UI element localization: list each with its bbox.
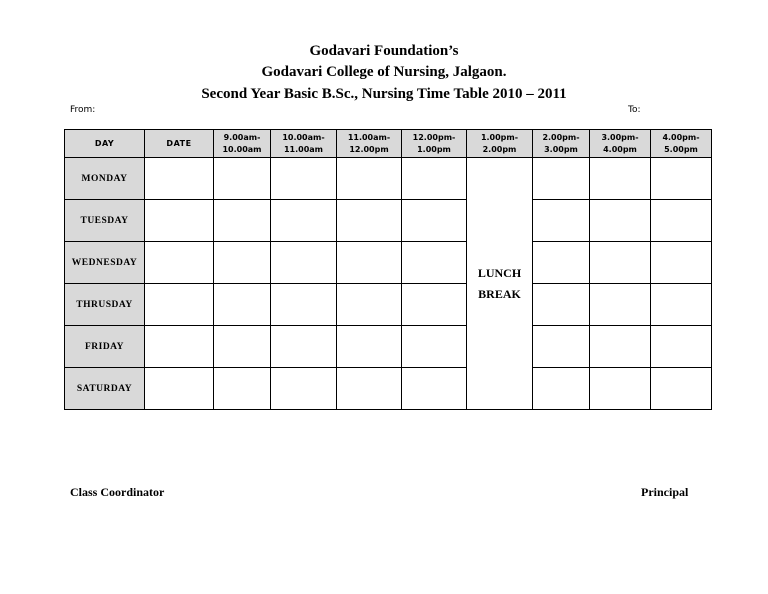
slot-cell (533, 284, 590, 326)
slot-header (651, 130, 712, 158)
slot-cell (271, 200, 337, 242)
foundation-name: Godavari Foundation’s (309, 43, 459, 59)
date-cell (145, 158, 214, 200)
principal-signature: Principal (641, 485, 689, 499)
table-row (65, 200, 712, 242)
slot-cell (271, 368, 337, 410)
slot-header (467, 130, 533, 158)
slot-cell (533, 368, 590, 410)
header-row (65, 130, 712, 158)
day-cell: TUESDAY (65, 200, 145, 242)
slot-cell (533, 158, 590, 200)
day-cell: FRIDAY (65, 326, 145, 368)
slot-cell (337, 326, 402, 368)
slot-cell (590, 158, 651, 200)
timetable (64, 129, 712, 410)
slot-header (533, 130, 590, 158)
slot-cell (337, 242, 402, 284)
date-column-header: DATE (145, 130, 214, 158)
slot-cell (271, 242, 337, 284)
slot-cell (590, 368, 651, 410)
slot-header (214, 130, 271, 158)
slot-cell (214, 200, 271, 242)
lunch-break-cell (467, 158, 533, 410)
slot-header (402, 130, 467, 158)
college-name: Godavari College of Nursing, Jalgaon. (261, 64, 507, 80)
slot-cell (271, 284, 337, 326)
slot-end: 4.00pm (603, 144, 637, 154)
date-cell (145, 242, 214, 284)
slot-cell (402, 284, 467, 326)
slot-cell (651, 242, 712, 284)
table-row (65, 368, 712, 410)
slot-end: 3.00pm (544, 144, 578, 154)
slot-start: 1.00pm- (480, 132, 519, 142)
date-cell (145, 368, 214, 410)
timetable-title: Second Year Basic B.Sc., Nursing Time Table 2010 – 2011 (201, 86, 567, 102)
slot-cell (651, 158, 712, 200)
slot-cell (402, 242, 467, 284)
slot-cell (590, 284, 651, 326)
slot-end: 1.00pm (417, 144, 451, 154)
slot-start: 3.00pm- (601, 132, 639, 142)
slot-end: 11.00am (283, 144, 324, 154)
slot-end: 12.00pm (349, 144, 389, 154)
date-cell (145, 326, 214, 368)
slot-cell (402, 200, 467, 242)
slot-cell (590, 326, 651, 368)
slot-start: 12.00pm- (412, 132, 456, 142)
slot-start: 10.00am- (282, 132, 325, 142)
slot-cell (214, 158, 271, 200)
slot-end: 2.00pm (482, 144, 517, 154)
slot-start: 11.00am- (347, 132, 391, 142)
date-cell (145, 200, 214, 242)
slot-cell (214, 326, 271, 368)
slot-cell (533, 326, 590, 368)
slot-cell (337, 200, 402, 242)
slot-cell (402, 368, 467, 410)
slot-header (271, 130, 337, 158)
day-column-header: DAY (65, 130, 145, 158)
from-label: From: (70, 105, 96, 115)
slot-cell (402, 158, 467, 200)
slot-cell (214, 242, 271, 284)
slot-cell (590, 242, 651, 284)
slot-cell (337, 284, 402, 326)
slot-start: 2.00pm- (542, 132, 580, 142)
slot-header (590, 130, 651, 158)
to-label: To: (628, 105, 641, 115)
class-coordinator-signature: Class Coordinator (70, 485, 165, 499)
slot-cell (337, 368, 402, 410)
slot-cell (271, 158, 337, 200)
break-label: BREAK (478, 286, 521, 301)
date-cell (145, 284, 214, 326)
slot-cell (651, 200, 712, 242)
slot-cell (533, 200, 590, 242)
slot-cell (651, 326, 712, 368)
day-cell: SATURDAY (65, 368, 145, 410)
table-row (65, 326, 712, 368)
slot-cell (337, 158, 402, 200)
slot-end: 5.00pm (664, 144, 698, 154)
slot-cell (651, 284, 712, 326)
slot-cell (271, 326, 337, 368)
table-row (65, 158, 712, 200)
slot-end: 10.00am (222, 144, 262, 154)
slot-cell (651, 368, 712, 410)
table-row (65, 242, 712, 284)
slot-cell (533, 242, 590, 284)
lunch-label: LUNCH (477, 265, 522, 280)
day-cell: THRUSDAY (65, 284, 145, 326)
slot-cell (214, 284, 271, 326)
slot-cell (402, 326, 467, 368)
table-row (65, 284, 712, 326)
slot-start: 4.00pm- (662, 132, 700, 142)
slot-cell (214, 368, 271, 410)
slot-start: 9.00am- (223, 132, 261, 142)
slot-header (337, 130, 402, 158)
day-cell: MONDAY (65, 158, 145, 200)
day-cell: WEDNESDAY (65, 242, 145, 284)
slot-cell (590, 200, 651, 242)
